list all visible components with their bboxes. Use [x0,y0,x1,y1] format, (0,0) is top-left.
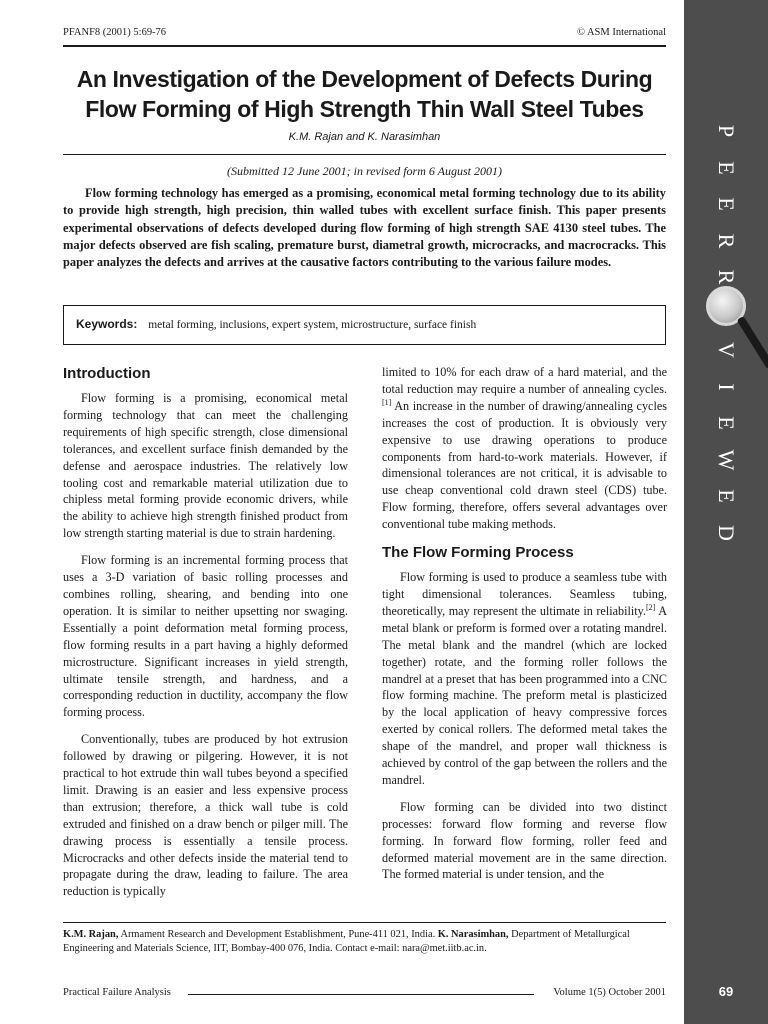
footnote-author-1: K.M. Rajan, [63,929,119,940]
page-number: 69 [718,984,734,999]
sidebar-letter: E [714,416,739,430]
title-line-1: An Investigation of the Development of Defects During [76,66,653,92]
sidebar-letter: E [714,160,739,175]
header-rule [63,45,666,47]
footnote-rule [63,922,666,923]
process-p1-text-a: Flow forming is used to produce a seamless tube with tight dimensional tolerances. Seamless tubing, theoretically, may represent the ultimate in reliability. [382,570,667,618]
sidebar-letter: D [714,524,739,541]
sidebar-letter: E [714,489,739,503]
footer-rule [188,994,534,995]
sidebar-letter: R [714,269,739,285]
intro-paragraph-3: Conventionally, tubes are produced by hot extrusion followed by drawing or pilgering. However, it is not practical to hot extrude thin wall tubes beyond a specified limit. Drawing is an easier and less expensive process than extrusion; therefore, a thick wall tube is cold extruded and finished on a draw bench or pilger mill. The drawing process is essentially a tensile process. Microcracks and other defects inside the material tend to propagate during the draw, leading to failure. The area reduction is typically [63,732,348,899]
author-affiliations [63,928,666,956]
sidebar-letter: V [714,342,739,358]
publisher-notice: © ASM International [576,27,666,38]
footnote-affiliation-1: Armament Research and Development Establishment, Pune-411 021, India. [118,929,438,940]
peer-reviewed-sidebar [684,0,768,1024]
intro-paragraph-1: Flow forming is a promising, economical metal forming technology that can meet the challenging requirements of high specific strength, close dimensional tolerances, and excellent surface finish demanded by the defense and aerospace industries. The relatively low tooling cost and remarkable material utilization due to chipless metal forming provide economic drivers, while the ability to achieve high strength finished product from low strength starting material is due to strain hardening. [63,391,348,541]
sidebar-letter: P [714,124,739,138]
sidebar-letter: R [714,233,739,248]
title-line-2: Flow Forming of High Strength Thin Wall Steel Tubes [85,96,644,122]
intro-p4-text-a: limited to 10% for each draw of a hard material, and the total reduction may require a number of annealing cycles. [382,365,667,396]
process-p1-text-b: A metal blank or preform is formed over a rotating mandrel. The metal blank and the mandrel (which are locked together) rotate, and the forming roller follows the mandrel at a preset that has been programmed into a CNC flow forming machine. The preform metal is plasticized by the local application of heavy compressive forces exerted by conical rollers. The deformed metal takes the shape of the mandrel, and proper wall thickness is achieved by control of the gap between the rollers and the mandrel. [382,603,667,787]
process-paragraph-2: Flow forming can be divided into two distinct processes: forward flow forming and reverse flow forming. In forward flow forming, roller feed and deformed material movement are in the same direction. The formed material is under tension, and the [382,799,667,882]
authors: K.M. Rajan and K. Narasimhan [288,131,441,143]
right-column [382,364,667,893]
footnote-affiliation-2: Department of Metallurgical Engineering and Materials Science, IIT, Bombay-400 076, India. Contact e-mail: nara@met.iitb.ac.in. [63,929,630,954]
reference-link-1[interactable]: [1] [382,397,392,407]
introduction-heading: Introduction [63,365,151,382]
sidebar-letter: I [714,382,739,391]
process-paragraph-1 [382,569,667,789]
footer-journal: Practical Failure Analysis [63,987,171,998]
keywords-text: metal forming, inclusions, expert system, microstructure, surface finish [148,319,477,331]
peer-reviewed-text [684,118,768,598]
intro-paragraph-4 [382,364,667,533]
left-column [63,364,348,910]
title-rule [63,154,666,155]
intro-p4-text-b: An increase in the number of drawing/annealing cycles increases the cost of production. It is obviously very expensive to use drawing operations to produce components from hard-to-work materials. However, if dimensional tolerances are not critical, it is advisable to use cheap conventional cold drawn steel (CDS) tube. Flow forming, therefore, offers several advantages over conventional tube making methods. [382,398,667,532]
abstract: Flow forming technology has emerged as a promising, economical metal forming technology due to its ability to provide high strength, high precision, thin walled tubes with excellent surface finish. This paper presents experimental observations of defects developed during flow forming of high strength SAE 4130 steel tubes. The major defects observed are fish scaling, premature burst, diametral growth, microcracks, and macrocracks. This paper analyzes the defects and arrives at the causative factors contributing to the various failure modes. [63,186,666,270]
keywords-label: Keywords: [76,317,138,331]
sidebar-letter: E [714,197,739,211]
journal-reference: PFANF8 (2001) 5:69-76 [63,27,167,38]
intro-paragraph-2: Flow forming is an incremental forming process that uses a 3-D variation of basic rolling processes and combines rolling, shearing, and bending into one operation. It is similar to neither upsetting nor swaging. Essentially a point deformation metal forming process, flow forming results in a part having a highly deformed microstructure. Significant increases in yield strength, ultimate tensile strength, and hardness, and a corresponding reduction in ductility, accompany the flow forming process. [63,553,348,720]
reference-link-2[interactable]: [2] [646,602,656,612]
flow-forming-process-heading: The Flow Forming Process [382,544,574,562]
keywords-box [63,305,666,345]
paper-title [63,64,666,124]
footnote-author-2: K. Narasimhan, [437,929,509,940]
sidebar-letter: W [714,449,739,470]
submission-dates: (Submitted 12 June 2001; in revised form 6 August 2001) [227,164,502,178]
footer-volume: Volume 1(5) October 2001 [553,987,666,998]
